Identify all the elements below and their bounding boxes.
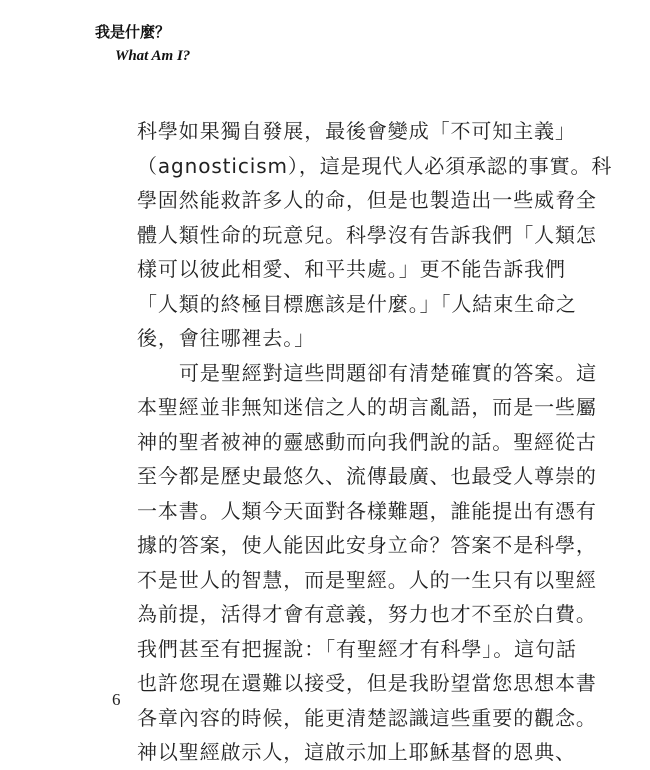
- text-line: （agnosticism），這是現代人必須承認的事實。科: [137, 153, 613, 178]
- text-line: 神以聖經啟示人，這啟示加上耶穌基督的恩典、: [137, 740, 576, 764]
- text-line: 各章內容的時候，能更清楚認識這些重要的觀念。: [137, 705, 597, 730]
- text-line: 科學如果獨自發展，最後會變成「不可知主義」: [137, 119, 576, 143]
- body-text: [137, 114, 613, 770]
- chapter-title-chinese: 我是什麼？: [95, 23, 171, 41]
- text-line: 學固然能救許多人的命，但是也製造出一些威脅全: [137, 188, 597, 212]
- text-line: 也許您現在還難以接受，但是我盼望當您思想本書: [137, 671, 597, 695]
- text-line: 體人類性命的玩意兒。科學沒有告訴我們「人類怎: [137, 222, 597, 247]
- text-line: 神的聖者被神的靈感動而向我們說的話。聖經從古: [137, 429, 597, 454]
- text-line: 「人類的終極目標應該是什麼。」「人結束生命之: [137, 291, 577, 316]
- text-line: 據的答案，使人能因此安身立命？答案不是科學，: [137, 533, 597, 557]
- page-number: 6: [112, 690, 121, 709]
- text-line: 後，會往哪裡去。」: [137, 326, 316, 350]
- text-line: 一本書。人類今天面對各樣難題，誰能提出有憑有: [137, 498, 597, 523]
- text-line: 本聖經並非無知迷信之人的胡言亂語，而是一些屬: [137, 395, 597, 419]
- text-line: 樣可以彼此相愛、和平共處。」更不能告訴我們: [137, 257, 566, 281]
- text-line: 為前提，活得才會有意義，努力也才不至於白費。: [137, 602, 597, 626]
- text-line: 至今都是歷史最悠久、流傳最廣、也最受人尊崇的: [137, 464, 597, 488]
- text-line: 我們甚至有把握說：「有聖經才有科學」。這句話: [137, 636, 577, 661]
- paragraph-start-line: 可是聖經對這些問題卻有清楚確實的答案。這: [179, 360, 597, 385]
- chapter-title-english: What Am I?: [115, 48, 191, 64]
- text-line: 不是世人的智慧，而是聖經。人的一生只有以聖經: [137, 567, 597, 592]
- running-header: [95, 22, 190, 66]
